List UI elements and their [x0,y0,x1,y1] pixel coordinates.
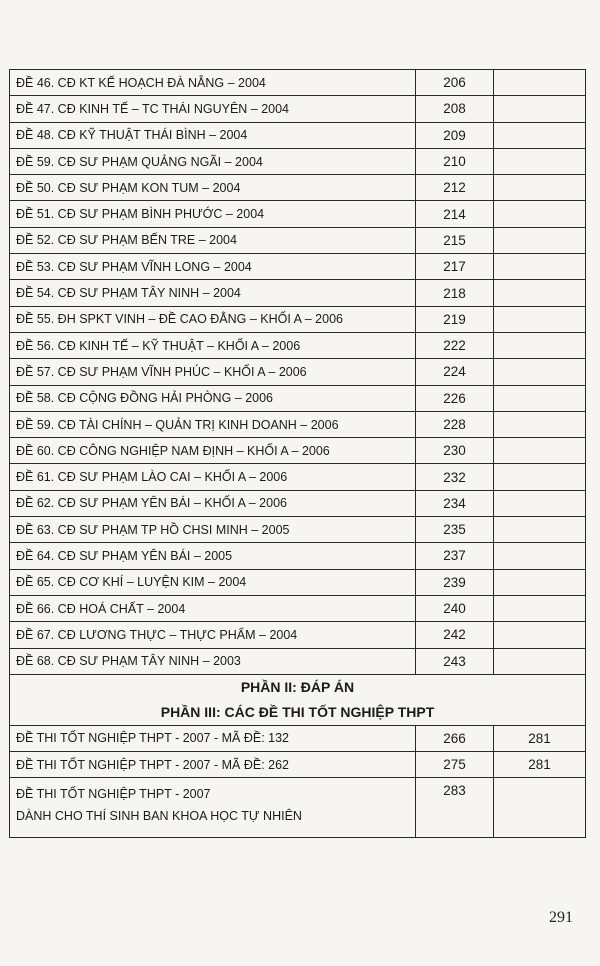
entry-title: ĐỀ 47. CĐ KINH TẾ – TC THÁI NGUYÊN – 2004 [10,96,416,122]
toc-row [10,411,586,437]
entry-title: ĐỀ 59. CĐ TÀI CHÍNH – QUẢN TRỊ KINH DOANH – 2006 [10,411,416,437]
exam-rows [10,725,586,838]
entry-blank-cell [494,70,586,96]
entry-blank-cell [494,385,586,411]
toc-row [10,201,586,227]
exam-answer-page: 281 [494,725,586,751]
toc-row [10,70,586,96]
entry-title: ĐỀ 65. CĐ CƠ KHÍ – LUYỆN KIM – 2004 [10,569,416,595]
entry-page: 228 [416,411,494,437]
toc-row [10,96,586,122]
toc-row [10,280,586,306]
toc-row [10,490,586,516]
entry-blank-cell [494,595,586,621]
entry-title: ĐỀ 64. CĐ SƯ PHẠM YÊN BÁI – 2005 [10,543,416,569]
entry-page: 232 [416,464,494,490]
entry-title: ĐỀ 53. CĐ SƯ PHẠM VĨNH LONG – 2004 [10,254,416,280]
entry-blank-cell [494,648,586,674]
entry-blank-cell [494,148,586,174]
entry-blank-cell [494,359,586,385]
toc-row [10,569,586,595]
entry-page: 243 [416,648,494,674]
section-row [10,674,586,700]
entry-title: ĐỀ 62. CĐ SƯ PHẠM YÊN BÁI – KHỐI A – 2006 [10,490,416,516]
section-heading-part2: PHẦN II: ĐÁP ÁN [10,674,586,700]
entry-page: 237 [416,543,494,569]
exam-title: ĐỀ THI TỐT NGHIỆP THPT - 2007 - MÃ ĐỀ: 132 [10,725,416,751]
entry-blank-cell [494,411,586,437]
entry-title: ĐỀ 46. CĐ KT KẾ HOẠCH ĐÀ NẴNG – 2004 [10,70,416,96]
entry-title: ĐỀ 63. CĐ SƯ PHẠM TP HỒ CHSI MINH – 2005 [10,517,416,543]
entry-page: 214 [416,201,494,227]
entry-page: 226 [416,385,494,411]
entry-blank-cell [494,622,586,648]
entry-blank-cell [494,464,586,490]
toc-row [10,438,586,464]
entry-blank-cell [494,122,586,148]
exam-title-line1: ĐỀ THI TỐT NGHIỆP THPT - 2007 [16,787,211,802]
toc-row [10,227,586,253]
entry-page: 230 [416,438,494,464]
entry-title: ĐỀ 56. CĐ KINH TẾ – KỸ THUẬT – KHỐI A – 2006 [10,332,416,358]
exam-row [10,752,586,778]
table-of-contents [9,69,586,838]
exam-row [10,778,586,838]
entry-page: 222 [416,332,494,358]
entry-blank-cell [494,227,586,253]
exam-page: 283 [416,778,494,838]
entry-page: 218 [416,280,494,306]
entry-page: 240 [416,595,494,621]
entry-page: 239 [416,569,494,595]
entry-blank-cell [494,332,586,358]
entry-page: 217 [416,254,494,280]
entry-page: 224 [416,359,494,385]
exam-row [10,725,586,751]
entry-title: ĐỀ 68. CĐ SƯ PHẠM TÂY NINH – 2003 [10,648,416,674]
exam-answer-page [494,778,586,838]
entry-page: 206 [416,70,494,96]
entry-blank-cell [494,280,586,306]
entry-blank-cell [494,569,586,595]
entry-blank-cell [494,306,586,332]
toc-row [10,595,586,621]
entry-title: ĐỀ 48. CĐ KỸ THUẬT THÁI BÌNH – 2004 [10,122,416,148]
exam-page: 275 [416,752,494,778]
entry-blank-cell [494,438,586,464]
entry-page: 219 [416,306,494,332]
entry-page: 210 [416,148,494,174]
toc-row [10,254,586,280]
toc-row [10,122,586,148]
entry-page: 215 [416,227,494,253]
exam-title-line2: DÀNH CHO THÍ SINH BAN KHOA HỌC TỰ NHIÊN [16,809,302,824]
entry-blank-cell [494,517,586,543]
entry-blank-cell [494,175,586,201]
toc-row [10,648,586,674]
entry-page: 212 [416,175,494,201]
section-headings [10,674,586,725]
toc-row [10,622,586,648]
page-number: 291 [549,909,573,926]
entry-title: ĐỀ 67. CĐ LƯƠNG THỰC – THỰC PHẨM – 2004 [10,622,416,648]
entry-title: ĐỀ 54. CĐ SƯ PHẠM TÂY NINH – 2004 [10,280,416,306]
exam-title: ĐỀ THI TỐT NGHIỆP THPT - 2007 - MÃ ĐỀ: 262 [10,752,416,778]
exam-page: 266 [416,725,494,751]
entry-blank-cell [494,490,586,516]
entry-title: ĐỀ 52. CĐ SƯ PHẠM BẾN TRE – 2004 [10,227,416,253]
toc-row [10,543,586,569]
entry-title: ĐỀ 55. ĐH SPKT VINH – ĐỀ CAO ĐẲNG – KHỐI A – 2006 [10,306,416,332]
toc-row [10,517,586,543]
entry-title: ĐỀ 60. CĐ CÔNG NGHIỆP NAM ĐỊNH – KHỐI A – 2006 [10,438,416,464]
entry-page: 234 [416,490,494,516]
toc-row [10,306,586,332]
entry-title: ĐỀ 57. CĐ SƯ PHẠM VĨNH PHÚC – KHỐI A – 2006 [10,359,416,385]
section-row [10,700,586,726]
toc-row [10,359,586,385]
entry-blank-cell [494,201,586,227]
toc-row [10,175,586,201]
toc-row [10,332,586,358]
toc-body [10,70,586,675]
entry-title: ĐỀ 66. CĐ HOÁ CHẤT – 2004 [10,595,416,621]
entry-page: 242 [416,622,494,648]
entry-page: 235 [416,517,494,543]
entry-title: ĐỀ 59. CĐ SƯ PHẠM QUẢNG NGÃI – 2004 [10,148,416,174]
section-heading-part3: PHẦN III: CÁC ĐỀ THI TỐT NGHIỆP THPT [10,700,586,726]
exam-answer-page: 281 [494,752,586,778]
entry-title: ĐỀ 51. CĐ SƯ PHẠM BÌNH PHƯỚC – 2004 [10,201,416,227]
toc-row [10,464,586,490]
entry-title: ĐỀ 61. CĐ SƯ PHẠM LÀO CAI – KHỐI A – 2006 [10,464,416,490]
exam-title [10,778,416,838]
entry-blank-cell [494,543,586,569]
entry-page: 209 [416,122,494,148]
entry-page: 208 [416,96,494,122]
entry-title: ĐỀ 50. CĐ SƯ PHẠM KON TUM – 2004 [10,175,416,201]
entry-blank-cell [494,254,586,280]
toc-row [10,385,586,411]
entry-blank-cell [494,96,586,122]
entry-title: ĐỀ 58. CĐ CỘNG ĐỒNG HẢI PHÒNG – 2006 [10,385,416,411]
toc-row [10,148,586,174]
